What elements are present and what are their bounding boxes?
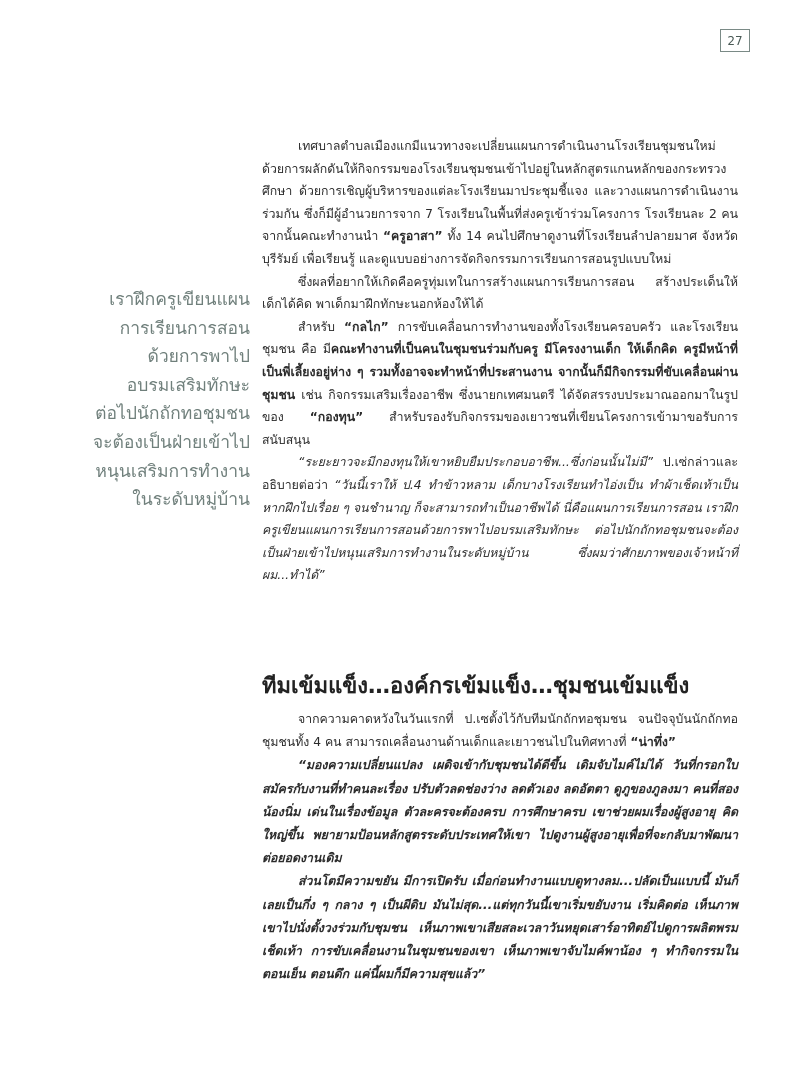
emphasis-text: “กลไก” — [343, 319, 389, 334]
pull-quote-line: การเรียนการสอน — [119, 318, 250, 339]
pull-quote-line: อบรมเสริมทักษะ — [126, 375, 250, 396]
pull-quote-line: เราฝึกครูเขียนแผน — [109, 290, 250, 310]
paragraph — [262, 316, 738, 452]
page-number: 27 — [720, 29, 750, 52]
paragraph — [262, 135, 738, 271]
text-run: การขับเคลื่อนการทำงานของทั้งโรงเรียนครอบครัว และโรงเรียนชุมชน คือ มี — [262, 319, 738, 357]
paragraph — [262, 451, 738, 587]
section-heading: ทีมเข้มแข็ง…องค์กรเข้มแข็ง…ชุมชนเข้มแข็ง — [262, 674, 690, 699]
paragraph: ซึ่งผลที่อยากให้เกิดคือครูทุ่มเทในการสร้างแผนการเรียนการสอน สร้างประเด็นให้เด็กได้คิด พาเด็กมาฝึกทักษะนอกห้องให้ได้ — [262, 274, 738, 312]
text-run: จากความคาดหวังในวันแรกที่ ป.เซตั้งไว้กับทีมนักถักทอชุมชน จนปัจจุบันนักถักทอชุมชนทั้ง 4 คน สามารถเคลื่อนงานด้านเด็กและเยาวชนไปในทิศทางที่ — [262, 712, 738, 750]
text-run: เช่น กิจกรรมเสริมเรื่องอาชีพ ซึ่งนายกเทศมนตรี ได้จัดสรรงบประมาณออกมาในรูปของ — [262, 387, 738, 425]
emphasis-text: คณะทำงานที่เป็นคนในชุมชนร่วมกับครู มีโครงงานเด็ก ให้เด็กคิด ครูมีหน้าที่เป็นพี่เลี้ยงอยู่ห่าง ๆ รวมทั้งอาจจะทำหน้าที่ประสานงาน จากนั้นก็มีกิจกรรมที่ขับเคลื่อนผ่านชุมชน — [262, 342, 738, 402]
paragraph — [262, 708, 738, 754]
emphasis-text: “กองทุน” — [309, 410, 364, 425]
body-text-upper — [262, 135, 738, 587]
quote-paragraph: ส่วนโตมีความขยัน มีการเปิดรับ เมื่อก่อนทำงานแบบดูทางลม...ปลัดเป็นแบบนี้ มันก็เลยเป็นกึ่ง ๆ กลาง ๆ เป็นผีดิบ มันไม่สุด...แต่ทุกวันนี้เขาเริ่มขยับงาน เริ่มคิดต่อ เห็นภาพเขาไปนั่งตั้งวงร่วมกับชุมชน เห็นภาพเขาเสียสละเวลาวันหยุดเสาร์อาทิตย์ไปดูการผลิตพรมเช็ดเท้า การขับเคลื่อนงานในชุมชนของเขา เห็นภาพเขาจับไมค์พาน้อง ๆ ทำกิจกรรมในตอนเย็น ตอนดึก แค่นี้ผมก็มีความสุขแล้ว” — [262, 874, 738, 982]
emphasis-text: “น่าทึ่ง” — [630, 735, 676, 750]
quote-paragraph: “มองความเปลี่ยนแปลง เผดิจเข้ากับชุมชนได้ดีขึ้น เดิมจับไมค์ไม่ได้ วันที่กรอกใบสมัครกับงานที่ทำคนละเรื่อง ปรับตัวลดช่องว่าง ลดตัวเอง ลดอัตตา ดูภูของภูลงมา คนที่สองน้องนิ่ม เด่นในเรื่องข้อมูล ตัวละครจะต้องครบ การศึกษาครบ เขาช่วยผมเรื่องผู้สูงอายุ คิดใหญ่ขึ้น พยายามป้อนหลักสูตรระดับประเทศให้เขา ไปดูงานผู้สูงอายุเพื่อที่จะกลับมาพัฒนาต่อยอดงานเดิม — [262, 758, 738, 866]
body-text-lower — [262, 708, 738, 986]
pull-quote-line: ในระดับหมู่บ้าน — [132, 490, 250, 511]
text-run: สำหรับรองรับกิจกรรมของเยาวชนที่เขียนโครงการเข้ามาขอรับการสนับสนุน — [262, 410, 738, 447]
pull-quote-line: ด้วยการพาไป — [147, 347, 250, 368]
text-run: สำหรับ — [298, 319, 344, 334]
emphasis-text: “ครูอาสา” — [382, 229, 443, 244]
pull-quote-line: ต่อไปนักถักทอชุมชน — [95, 404, 250, 425]
pull-quote — [50, 286, 250, 515]
pull-quote-line: หนุนเสริมการทำงาน — [95, 461, 250, 482]
text-run: ทั้ง 14 คนไปศึกษาดูงานที่โรงเรียนลำปลายมาศ จังหวัดบุรีรัมย์ เพื่อเรียนรู้ และดูแบบอย่างการจัดกิจกรรมการเรียนการสอนรูปแบบใหม่ — [262, 229, 738, 266]
pull-quote-line: จะต้องเป็นฝ่ายเข้าไป — [92, 432, 250, 453]
text-run: เทศบาลตำบลเมืองแกมีแนวทางจะเปลี่ยนแผนการดำเนินงานโรงเรียนชุมชนใหม่ ด้วยการผลักดันให้กิจกรรมของโรงเรียนชุมชนเข้าไปอยู่ในหลักสูตรแกนหลักของกระทรวงศึกษา ด้วยการเชิญผู้บริหารของแต่ละโรงเรียนมาประชุมชี้แจง และวางแผนการดำเนินงานร่วมกัน ซึ่งก็มีผู้อำนวยการจาก 7 โรงเรียนในพื้นที่ส่งครูเข้าร่วมโครงการ โรงเรียนละ 2 คน จากนั้นคณะทำงานนำ — [262, 139, 738, 244]
quote-text: “ระยะยาวจะมีกองทุนให้เขาหยิบยืมประกอบอาชีพ...ซึ่งก่อนนั้นไม่มี” — [298, 455, 654, 470]
text-run: ป.เซ่กล่าวและอธิบายต่อว่า — [262, 455, 738, 492]
quote-text: “วันนี้เราให้ ป.4 ทำข้าวหลาม เด็กบางโรงเรียนทำไอ่งเป็น ทำผ้าเช็ดเท้าเป็น หากฝึกไปเรื่อย ๆ จนชำนาญ ก็จะสามารถทำเป็นอาชีพได้ นี่คือแผนการเรียนการสอน เราฝึกครูเขียนแผนการเรียนการสอนด้วยการพาไปอบรมเสริมทักษะ ต่อไปนักถักทอชุมชนจะต้องเป็นฝ่ายเข้าไปหนุนเสริมการทำงานในระดับหมู่บ้าน ซึ่งผมว่าศักยภาพของเจ้าหน้าที่ผม...ทำได้” — [262, 477, 738, 583]
